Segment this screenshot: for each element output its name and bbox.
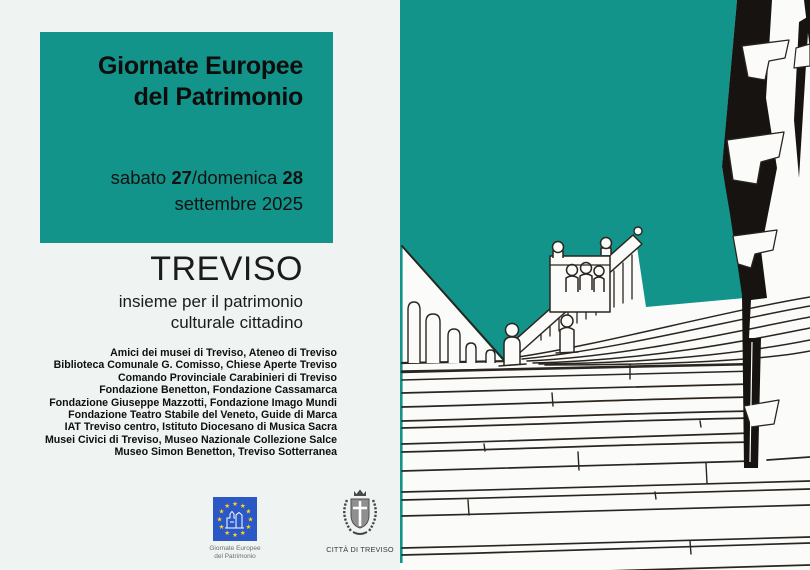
partner-line: Amici dei musei di Treviso, Ateneo di Treviso (110, 347, 337, 359)
svg-text:★: ★ (245, 507, 252, 516)
date-day1-label: sabato (110, 167, 172, 188)
svg-text:★: ★ (224, 502, 231, 510)
eu-logo-caption: Giornate Europee del Patrimonio (209, 545, 261, 560)
date-day1-number: 27 (171, 167, 192, 188)
event-title-line1: Giornate Europee (98, 52, 303, 80)
event-title-line2: del Patrimonio (133, 83, 303, 111)
svg-text:★: ★ (232, 531, 238, 539)
city-subtitle (40, 291, 303, 333)
date-month-year: settembre 2025 (174, 193, 303, 214)
svg-text:★: ★ (239, 528, 246, 537)
city-subtitle-line1: insieme per il patrimonio (118, 292, 303, 311)
partner-line: IAT Treviso centro, Istituto Diocesano di Musica Sacra (64, 421, 337, 434)
date-day2-label: domenica (197, 167, 283, 188)
svg-text:★: ★ (224, 528, 231, 537)
svg-text:★: ★ (218, 523, 225, 532)
svg-text:★: ★ (245, 523, 252, 532)
date-day2-number: 28 (282, 167, 303, 188)
eu-heritage-logo-block (196, 497, 274, 561)
treviso-emblem-icon (337, 487, 383, 543)
svg-text:★: ★ (218, 507, 225, 516)
city-subtitle-line2: culturale cittadino (170, 313, 303, 332)
city-title: TREVISO (150, 250, 303, 288)
partners-list (20, 347, 337, 459)
partner-line: Fondazione Teatro Stabile del Veneto, Guide di Marca (68, 409, 337, 422)
event-title (98, 51, 303, 113)
partner-line: Fondazione Giuseppe Mazzotti, Fondazione Imago Mundi (49, 396, 337, 409)
svg-text:★: ★ (216, 515, 223, 524)
treviso-emblem-caption: CITTÀ DI TREVISO (326, 545, 394, 554)
partner-line: Musei Civici di Treviso, Museo Nazionale Collezione Salce (44, 433, 337, 446)
staircase-illustration (400, 0, 810, 570)
partner-line: Museo Simon Benetton, Treviso Sotterranea (114, 446, 337, 459)
partner-line: Comando Provinciale Carabinieri di Treviso (117, 371, 337, 384)
partner-line: Fondazione Benetton, Fondazione Cassamarca (99, 384, 337, 397)
date-separator: / (191, 167, 198, 188)
svg-text:★: ★ (232, 500, 238, 508)
eu-heritage-logo-icon (213, 497, 257, 541)
header-teal-box (40, 32, 333, 243)
treviso-emblem-block (318, 487, 402, 554)
event-dates (111, 165, 303, 217)
svg-text:★: ★ (239, 502, 246, 510)
partner-line: Biblioteca Comunale G. Comisso, Chiese Aperte Treviso (53, 359, 337, 372)
svg-text:★: ★ (247, 515, 254, 524)
